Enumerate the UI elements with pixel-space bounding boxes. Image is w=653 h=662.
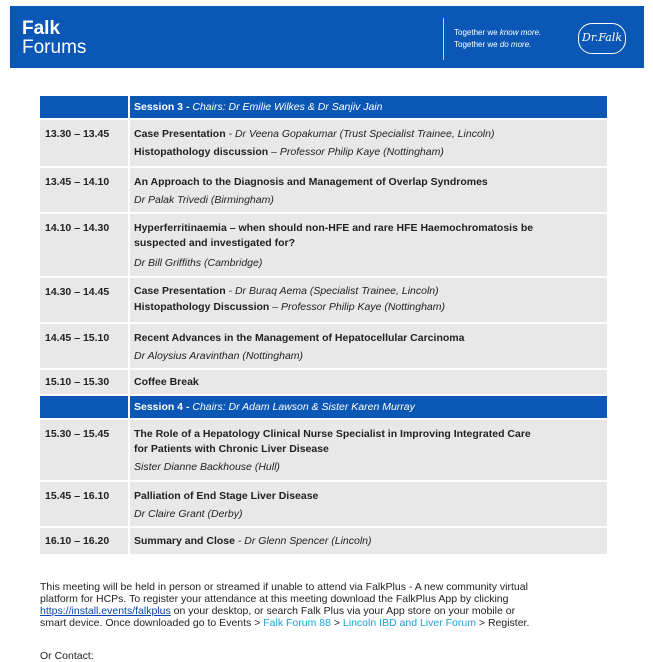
row-time: 15.10 – 15.30 bbox=[45, 376, 110, 388]
row-time: 16.10 – 16.20 bbox=[45, 535, 110, 547]
falk-forum-link[interactable]: Falk Forum 88 bbox=[263, 617, 331, 629]
row-time: 13.30 – 13.45 bbox=[45, 128, 110, 140]
tagline: Together we know more. Together we do more. bbox=[454, 28, 542, 49]
registration-note: This meeting will be held in person or streamed if unable to attend via FalkPlus - A new community virtual platform for HCPs. To register your attendance at this meeting download the FalkPlus App by clicking https://install.events/falkplus on your desktop, or search Falk Plus via your App store on your mobile or smart device. Once downloaded go to Events > Falk Forum 88 > Lincoln IBD and Liver Forum > Register. bbox=[40, 581, 530, 629]
table-row: 14.30 – 14.45 Case Presentation - Dr Buraq Aema (Specialist Trainee, Lincoln) Histopathology Discussion – Professor Philip Kaye (Nottingham) bbox=[40, 278, 607, 322]
session-title: Session 3 - bbox=[134, 101, 193, 113]
brand-logo bbox=[22, 19, 86, 57]
table-row: 15.45 – 16.10 Palliation of End Stage Liver Disease Dr Claire Grant (Derby) bbox=[40, 482, 607, 526]
brand-line1: Falk bbox=[22, 18, 61, 39]
table-row: 13.30 – 13.45 Case Presentation - Dr Veena Gopakumar (Trust Specialist Trainee, Lincoln) Histopathology discussion – Professor Philip Kaye (Nottingham) bbox=[40, 120, 607, 166]
session-4-header bbox=[40, 396, 607, 418]
table-row: 14.45 – 15.10 Recent Advances in the Management of Hepatocellular Carcinoma Dr Aloysius Aravinthan (Nottingham) bbox=[40, 324, 607, 368]
session-title: Session 4 - bbox=[134, 401, 193, 413]
table-row: 15.30 – 15.45 The Role of a Hepatology Clinical Nurse Specialist in Improving Integrated Care for Patients with Chronic Liver Disease Sister Dianne Backhouse (Hull) bbox=[40, 420, 607, 480]
row-time: 15.45 – 16.10 bbox=[45, 490, 110, 502]
falkplus-link[interactable]: https://install.events/falkplus bbox=[40, 605, 171, 617]
row-time: 13.45 – 14.10 bbox=[45, 176, 110, 188]
table-row: 13.45 – 14.10 An Approach to the Diagnosis and Management of Overlap Syndromes Dr Palak Trivedi (Birmingham) bbox=[40, 168, 607, 212]
tagline-box bbox=[443, 18, 634, 60]
drfalk-logo: Dr.Falk bbox=[578, 23, 626, 54]
table-row: 14.10 – 14.30 Hyperferritinaemia – when should non-HFE and rare HFE Haemochromatosis be suspected and investigated for? Dr Bill Griffiths (Cambridge) bbox=[40, 214, 607, 276]
session-chairs: Chairs: Dr Emilie Wilkes & Dr Sanjiv Jain bbox=[192, 101, 383, 113]
session-3-header bbox=[40, 96, 607, 118]
table-row: 16.10 – 16.20 Summary and Close - Dr Glenn Spencer (Lincoln) bbox=[40, 528, 607, 554]
brand-line2: Forums bbox=[22, 37, 87, 58]
row-time: 14.30 – 14.45 bbox=[45, 286, 110, 298]
row-time: 14.45 – 15.10 bbox=[45, 332, 110, 344]
row-time: 15.30 – 15.45 bbox=[45, 428, 110, 440]
session-chairs: Chairs: Dr Adam Lawson & Sister Karen Murray bbox=[192, 401, 415, 413]
header-banner bbox=[10, 6, 644, 68]
contact-heading: Or Contact: bbox=[40, 650, 94, 662]
table-row: 15.10 – 15.30 Coffee Break bbox=[40, 370, 607, 394]
row-time: 14.10 – 14.30 bbox=[45, 222, 110, 234]
lincoln-forum-link[interactable]: Lincoln IBD and Liver Forum bbox=[342, 617, 476, 629]
